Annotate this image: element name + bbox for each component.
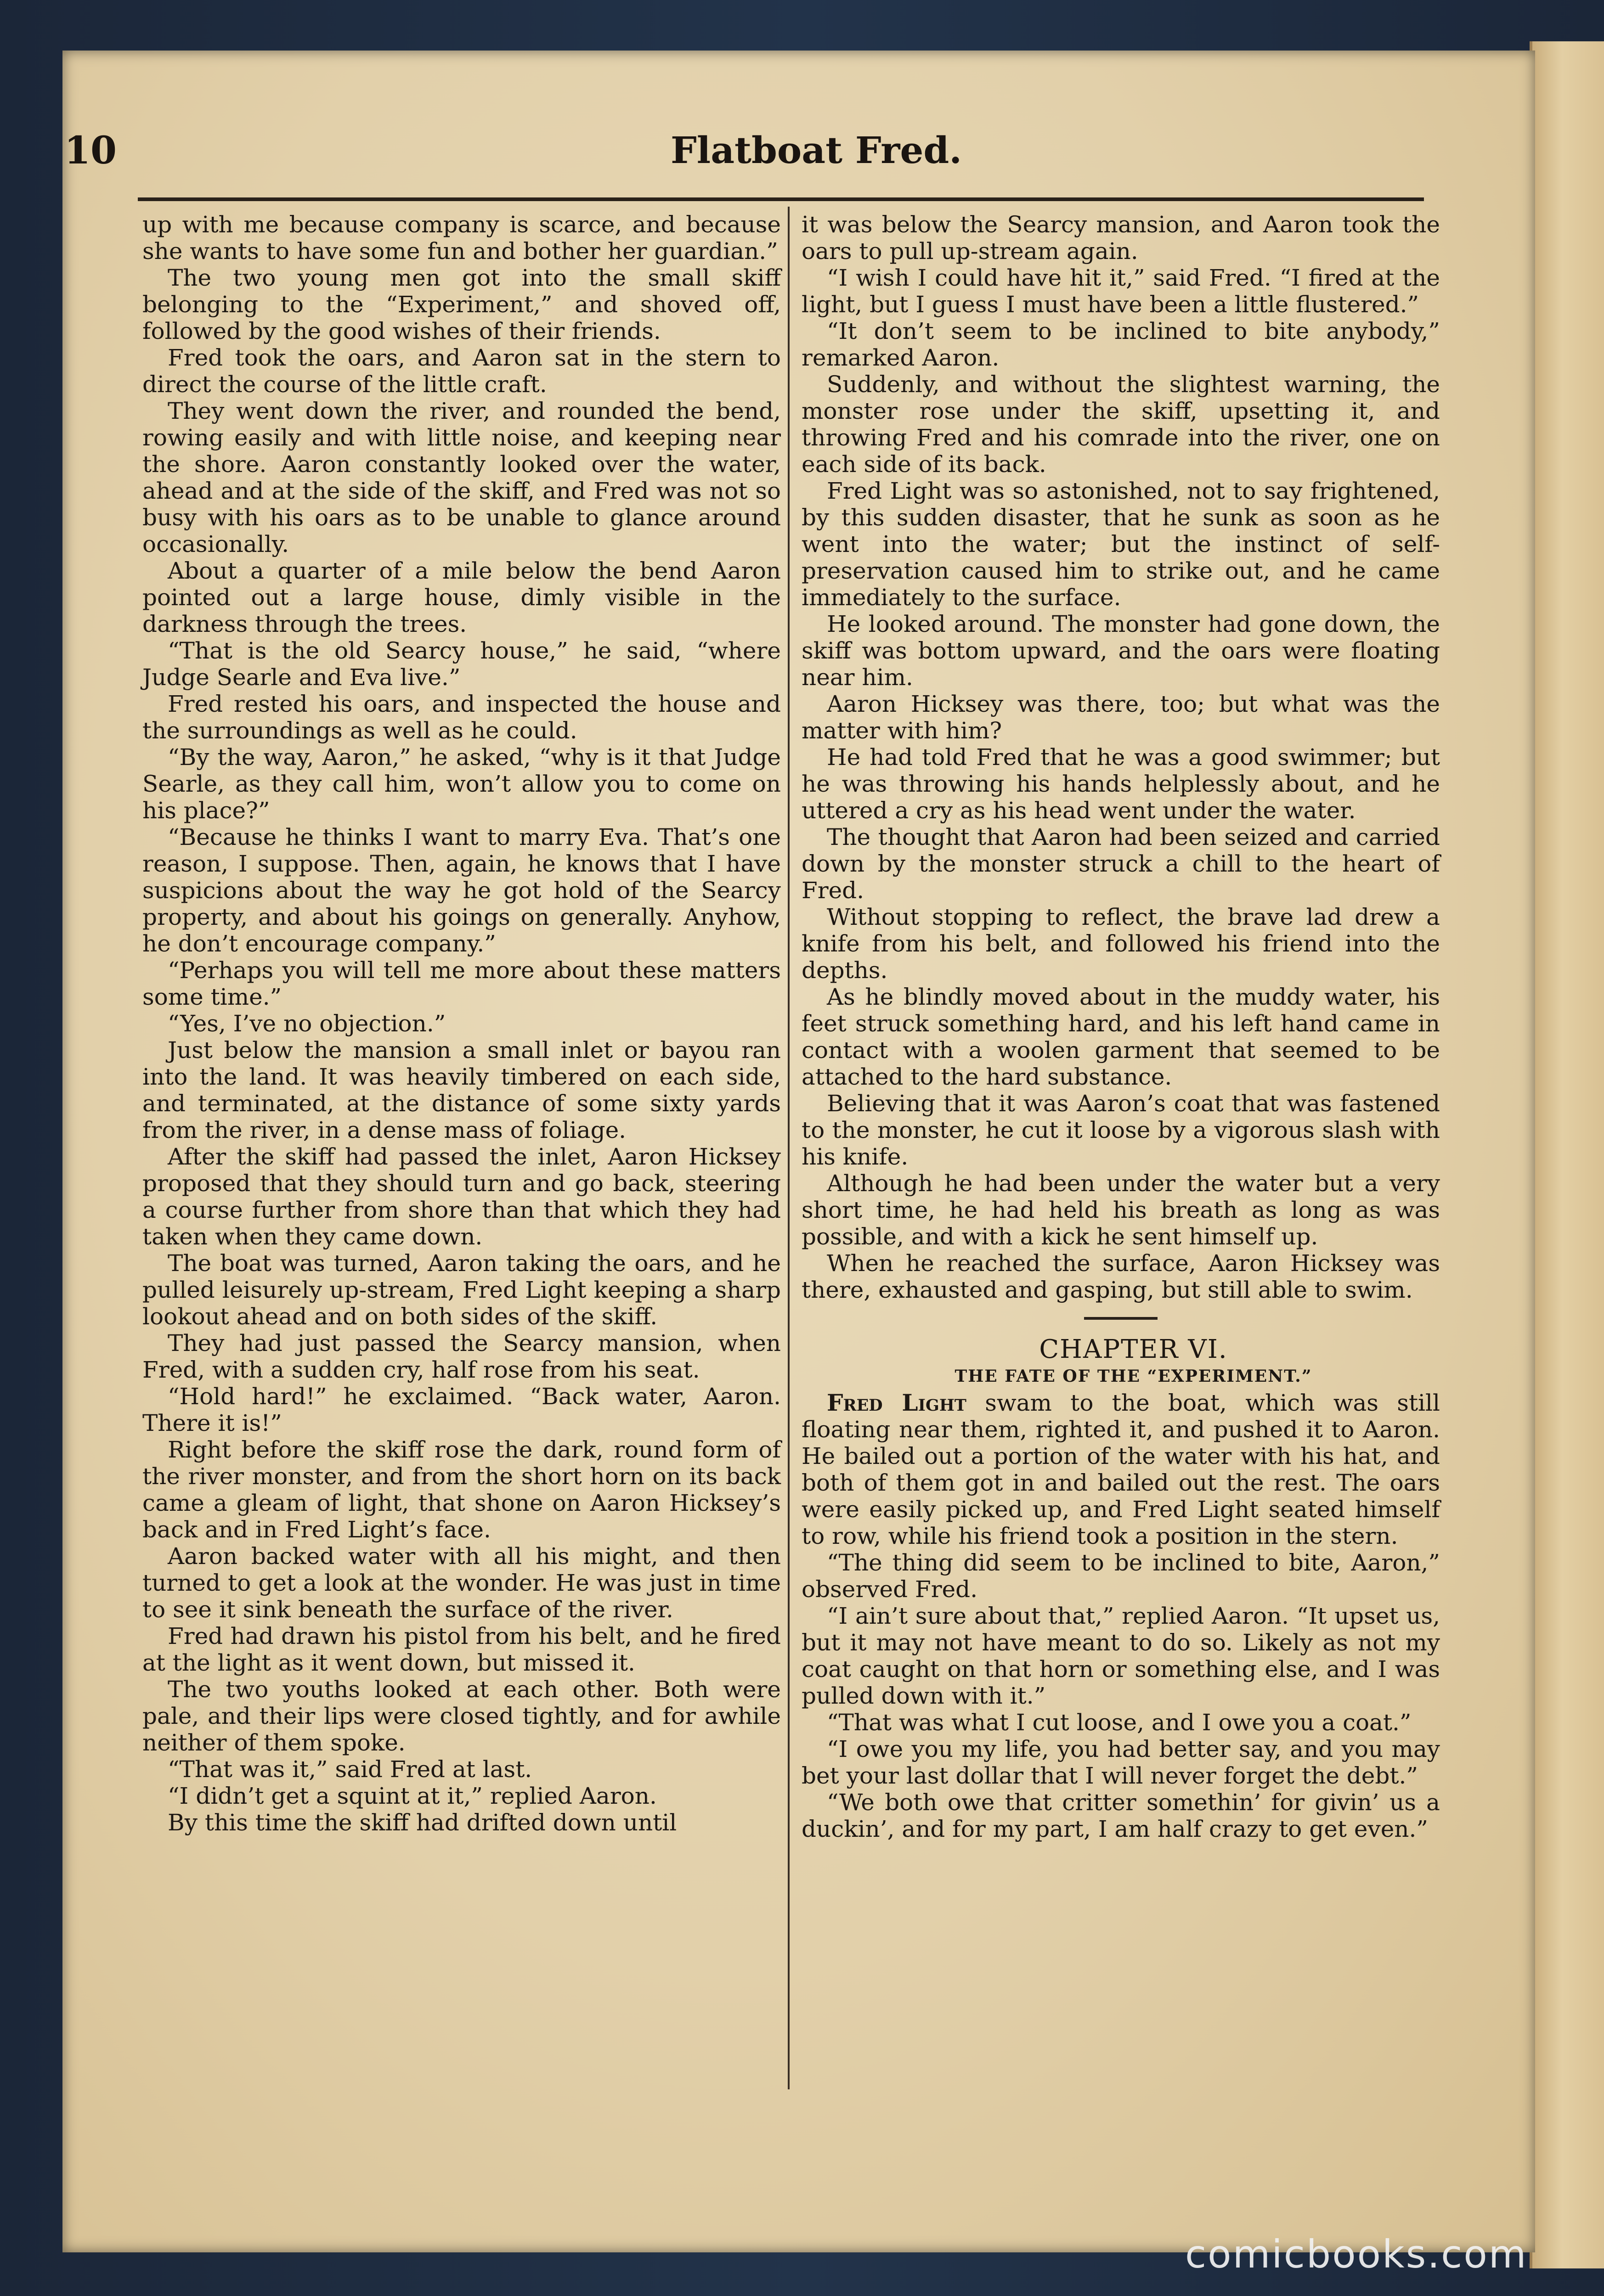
paragraph: Without stopping to reflect, the brave lad drew a knife from his belt, and followed his friend into the depths. <box>802 904 1440 984</box>
paragraph: The boat was turned, Aaron taking the oars, and he pulled leisurely up-stream, Fred Light keeping a sharp lookout ahead and on both sides of the skiff. <box>142 1250 781 1330</box>
paragraph: He had told Fred that he was a good swimmer; but he was throwing his hands helplessly about, and he uttered a cry as his head went under the water. <box>802 744 1440 824</box>
paragraph: Aaron backed water with all his might, and then turned to get a look at the wonder. He was just in time to see it sink beneath the surface of the river. <box>142 1543 781 1623</box>
chapter-lead-caps: Fred Light <box>827 1389 966 1416</box>
paragraph: After the skiff had passed the inlet, Aaron Hicksey proposed that they should turn and go back, steering a course further from shore than that which they had taken when they came down. <box>142 1143 781 1250</box>
chapter-title: CHAPTER VI. <box>1039 1334 1228 1364</box>
paragraph: The thought that Aaron had been seized and carried down by the monster struck a chill to the heart of Fred. <box>802 824 1440 904</box>
chapter-subtitle: THE FATE OF THE “EXPERIMENT.” <box>954 1367 1312 1386</box>
paragraph: Just below the mansion a small inlet or bayou ran into the land. It was heavily timbered on each side, and terminated, at the distance of some sixty yards from the river, in a dense mass of foliage. <box>142 1037 781 1143</box>
paragraph: “It don’t seem to be inclined to bite anybody,” remarked Aaron. <box>802 318 1440 371</box>
paragraph: Believing that it was Aaron’s coat that was fastened to the monster, he cut it loose by a vigorous slash with his knife. <box>802 1090 1440 1170</box>
paragraph: Although he had been under the water but a very short time, he had held his breath as long as was possible, and with a kick he sent himself up. <box>802 1170 1440 1250</box>
paragraph: The two young men got into the small skiff belonging to the “Experiment,” and shoved off, followed by the good wishes of their friends. <box>142 264 781 344</box>
paragraph: “That was it,” said Fred at last. <box>168 1756 532 1783</box>
paragraph: it was below the Searcy mansion, and Aaron took the oars to pull up-stream again. <box>802 211 1440 264</box>
right-column-text-continued <box>802 1549 1440 1842</box>
paragraph: “We both owe that critter somethin’ for givin’ us a duckin’, and for my part, I am half crazy to get even.” <box>802 1789 1440 1842</box>
chapter-lead-text: swam to the boat, which was still floating near them, righted it, and pushed it to Aaron. He bailed out a portion of the water with his hat, and both of them got in and bailed out the rest. The oars were easily picked up, and Fred Light seated himself to row, while his friend took a position in the stern. <box>802 1390 1440 1549</box>
chapter-opening-paragraph <box>802 1390 1440 1549</box>
paragraph: “I ain’t sure about that,” replied Aaron. “It upset us, but it may not have meant to do so. Likely as not my coat caught on that horn or something else, and I was pulled down with it.” <box>802 1603 1440 1709</box>
paragraph: “Yes, I’ve no objection.” <box>168 1010 446 1037</box>
paragraph: About a quarter of a mile below the bend Aaron pointed out a large house, dimly visible in the darkness through the trees. <box>142 557 781 637</box>
paragraph: When he reached the surface, Aaron Hicksey was there, exhausted and gasping, but still able to swim. <box>802 1250 1440 1303</box>
column-divider <box>788 207 790 2089</box>
paragraph: “That is the old Searcy house,” he said, “where Judge Searle and Eva live.” <box>142 637 781 691</box>
paragraph: “The thing did seem to be inclined to bite, Aaron,” observed Fred. <box>802 1549 1440 1603</box>
paragraph: “That was what I cut loose, and I owe you a coat.” <box>827 1709 1412 1736</box>
paragraph: “Perhaps you will tell me more about these matters some time.” <box>142 957 781 1010</box>
right-column-text <box>802 211 1440 1303</box>
watermark: comicbooks.com <box>1185 2232 1528 2277</box>
right-column <box>802 211 1440 1842</box>
paragraph: Suddenly, and without the slightest warning, the monster rose under the skiff, upsetting it, and throwing Fred and his comrade into the river, one on each side of its back. <box>802 371 1440 478</box>
paragraph: “I owe you my life, you had better say, and you may bet your last dollar that I will never forget the debt.” <box>802 1736 1440 1789</box>
paragraph: “I wish I could have hit it,” said Fred. “I fired at the light, but I guess I must have been a little flustered.” <box>802 264 1440 318</box>
paragraph: They had just passed the Searcy mansion, when Fred, with a sudden cry, half rose from his seat. <box>142 1330 781 1383</box>
paragraph: They went down the river, and rounded the bend, rowing easily and with little noise, and keeping near the shore. Aaron constantly looked over the water, ahead and at the side of the skiff, and Fred was not so busy with his oars as to be unable to glance around occasionally. <box>142 398 781 557</box>
paragraph: Fred took the oars, and Aaron sat in the stern to direct the course of the little craft. <box>142 344 781 398</box>
adjacent-page-edge <box>1530 41 1604 2268</box>
paragraph: Aaron Hicksey was there, too; but what was the matter with him? <box>802 691 1440 744</box>
left-column <box>142 211 781 1836</box>
paragraph: He looked around. The monster had gone down, the skiff was bottom upward, and the oars were floating near him. <box>802 611 1440 691</box>
paragraph: Fred had drawn his pistol from his belt, and he fired at the light as it went down, but missed it. <box>142 1623 781 1676</box>
running-title: Flatboat Fred. <box>671 129 962 172</box>
paragraph: Right before the skiff rose the dark, round form of the river monster, and from the short horn on its back came a gleam of light, that shone on Aaron Hicksey’s back and in Fred Light’s face. <box>142 1436 781 1543</box>
chapter-divider-rule <box>1084 1317 1158 1320</box>
paragraph: “By the way, Aaron,” he asked, “why is it that Judge Searle, as they call him, won’t allow you to come on his place?” <box>142 744 781 824</box>
paragraph: Fred rested his oars, and inspected the house and the surroundings as well as he could. <box>142 691 781 744</box>
paragraph: “I didn’t get a squint at it,” replied Aaron. <box>168 1783 657 1809</box>
paragraph: The two youths looked at each other. Both were pale, and their lips were closed tightly, and for awhile neither of them spoke. <box>142 1676 781 1756</box>
paragraph: As he blindly moved about in the muddy water, his feet struck something hard, and his left hand came in contact with a woolen garment that seemed to be attached to the hard substance. <box>802 984 1440 1090</box>
paragraph: up with me because company is scarce, and because she wants to have some fun and bother her guardian.” <box>142 211 781 264</box>
paragraph: Fred Light was so astonished, not to say frightened, by this sudden disaster, that he sunk as soon as he went into the water; but the instinct of self-preservation caused him to strike out, and he came immediately to the surface. <box>802 478 1440 611</box>
paragraph: “Because he thinks I want to marry Eva. That’s one reason, I suppose. Then, again, he knows that I have suspicions about the way he got hold of the Searcy property, and about his goings on generally. Anyhow, he don’t encourage company.” <box>142 824 781 957</box>
header-rule <box>138 197 1424 201</box>
paragraph: By this time the skiff had drifted down until <box>168 1809 677 1836</box>
page-number: 10 <box>64 129 117 173</box>
paragraph: “Hold hard!” he exclaimed. “Back water, Aaron. There it is!” <box>142 1383 781 1436</box>
